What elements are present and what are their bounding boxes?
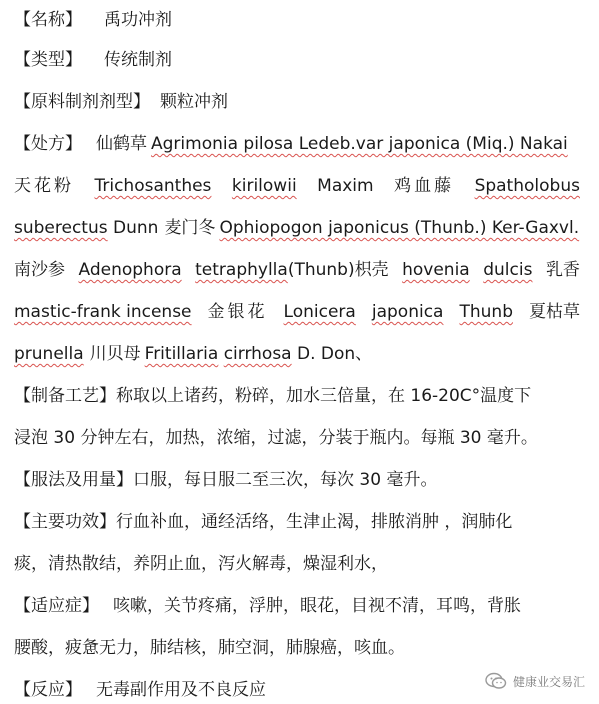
herb-latin: Maxim (317, 176, 374, 196)
prescription-label: 【处方】 (14, 134, 82, 154)
preparation-row-2 (14, 424, 538, 452)
preparation-text: 浸泡 30 分钟左右，加热，浓缩，过滤，分装于瓶内。每瓶 30 毫升。 (14, 428, 538, 448)
name-row (14, 6, 172, 34)
dosage-form-label: 【原料制剂剂型】 (14, 92, 150, 112)
herb-latin: hovenia (402, 260, 470, 280)
herb-cn: 麦门冬 (164, 218, 216, 238)
prescription-row-4 (14, 256, 580, 284)
name-label: 【名称】 (14, 10, 82, 30)
herb-cn: 枳壳 (354, 260, 389, 280)
usage-label: 【服法及用量】 (14, 470, 133, 490)
herb-cn: 天花粉 (14, 176, 74, 196)
herb-latin: japonica (371, 302, 444, 322)
herb-latin: dulcis (483, 260, 533, 280)
herb-latin: suberectus (14, 218, 108, 238)
watermark-text: 健康业交易汇 (512, 674, 585, 689)
herb-latin: Dunn (113, 218, 159, 238)
herb-latin: Thunb (459, 302, 513, 322)
herb-cn: 乳香 (545, 260, 580, 280)
preparation-row-1 (14, 382, 531, 410)
herb-cn: 夏枯草 (529, 302, 580, 322)
type-row (14, 46, 172, 74)
wechat-official-account-icon (485, 671, 507, 691)
type-value: 传统制剂 (104, 50, 172, 70)
indications-text: 腰酸，疲惫无力，肺结核，肺空洞，肺腺癌，咳血。 (14, 638, 405, 658)
type-label: 【类型】 (14, 50, 82, 70)
herb-latin: prunella (14, 344, 84, 364)
herb-latin: Agrimonia pilosa Ledeb.var japonica (Miq.) Nakai (151, 134, 568, 154)
herb-cn: 金银花 (207, 302, 268, 322)
name-value: 禹功冲剂 (104, 10, 172, 30)
prescription-row-1 (14, 130, 568, 158)
indications-text: 咳嗽，关节疼痛，浮肿，眼花，目视不清，耳鸣，背胀 (113, 596, 521, 616)
efficacy-row-2 (14, 550, 388, 578)
indications-row-2 (14, 634, 405, 662)
efficacy-text: 行血补血，通经活络，生津止渴，排脓消肿 ，润肺化 (116, 512, 513, 532)
efficacy-row-1 (14, 508, 512, 536)
preparation-text: 称取以上诸药，粉碎，加水三倍量，在 16-20C°温度下 (116, 386, 532, 406)
herb-cn: 仙鹤草 (96, 134, 147, 154)
prescription-row-3 (14, 214, 579, 242)
dosage-form-row (14, 88, 228, 116)
herb-latin: Ophiopogon japonicus (Thunb.) Ker-Gaxvl. (219, 218, 580, 238)
herb-latin: Lonicera (283, 302, 356, 322)
reaction-label: 【反应】 (14, 680, 82, 700)
reaction-row (14, 676, 266, 704)
herb-cn: 鸡血藤 (394, 176, 455, 196)
herb-latin: Fritillaria cirrhosa D. Don、 (144, 344, 373, 364)
herb-cn: 南沙参 (14, 260, 65, 280)
herb-latin: Spatholobus (474, 176, 580, 196)
prescription-row-6 (14, 340, 372, 368)
indications-row-1 (14, 592, 521, 620)
herb-latin: Adenophora (78, 260, 182, 280)
indications-label: 【适应症】 (14, 596, 99, 616)
efficacy-text: 痰，清热散结，养阴止血，泻火解毒，燥湿利水， (14, 554, 388, 574)
prescription-row-5 (14, 298, 580, 326)
herb-latin: mastic-frank incense (14, 302, 192, 322)
herb-latin: kirilowii (231, 176, 297, 196)
watermark (485, 669, 585, 693)
efficacy-label: 【主要功效】 (14, 512, 116, 532)
herb-latin: tetraphylla (195, 260, 288, 280)
preparation-label: 【制备工艺】 (14, 386, 116, 406)
reaction-text: 无毒副作用及不良反应 (96, 680, 266, 700)
dosage-form-value: 颗粒冲剂 (160, 92, 228, 112)
herb-latin: Trichosanthes (94, 176, 212, 196)
prescription-row-2 (14, 172, 580, 200)
usage-text: 口服，每日服二至三次，每次 30 毫升。 (133, 470, 438, 490)
usage-row (14, 466, 437, 494)
herb-latin: (Thunb) (287, 260, 355, 280)
herb-cn: 川贝母 (89, 344, 141, 364)
